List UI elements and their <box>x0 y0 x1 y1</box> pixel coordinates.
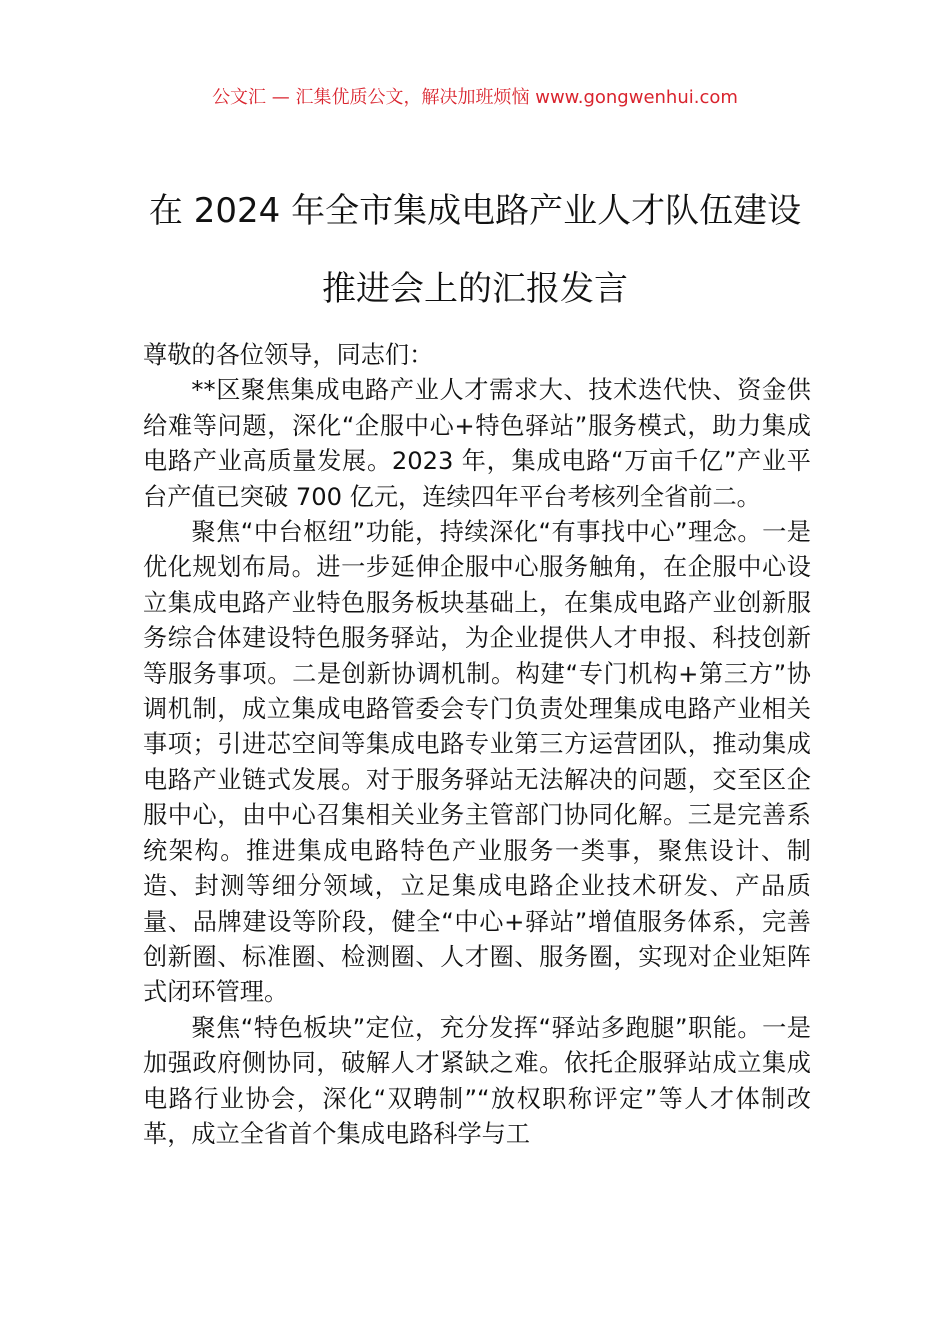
paragraph-hub-function: 聚焦“中台枢纽”功能，持续深化“有事找中心”理念。一是优化规划布局。进一步延伸企服中心服务触角，在企服中心设立集成电路产业特色服务板块基础上，在集成电路产业创新服务综合体建设特色服务驿站，为企业提供人才申报、科技创新等服务事项。二是创新协调机制。构建“专门机构+第三方”协调机制，成立集成电路管委会专门负责处理集成电路产业相关事项；引进芯空间等集成电路专业第三方运营团队，推动集成电路产业链式发展。对于服务驿站无法解决的问题，交至区企服中心，由中心召集相关业务主管部门协同化解。三是完善系统架构。推进集成电路特色产业服务一类事，聚焦设计、制造、封测等细分领域，立足集成电路企业技术研发、产品质量、品牌建设等阶段，健全“中心+驿站”增值服务体系，完善创新圈、标准圈、检测圈、人才圈、服务圈，实现对企业矩阵式闭环管理。 <box>143 518 811 1007</box>
document-title <box>0 172 950 328</box>
document-title-line-1: 在 2024 年全市集成电路产业人才队伍建设 <box>148 191 802 231</box>
salutation: 尊敬的各位领导，同志们： <box>143 341 434 369</box>
document-title-line-2: 推进会上的汇报发言 <box>322 269 628 309</box>
document-body <box>143 338 811 1152</box>
paragraph-feature-block: 聚焦“特色板块”定位，充分发挥“驿站多跑腿”职能。一是加强政府侧协同，破解人才紧缺之难。依托企服驿站成立集成电路行业协会，深化“双聘制”“放权职称评定”等人才体制改革，成立全省首个集成电路科学与工 <box>143 1013 811 1148</box>
paragraph-intro: **区聚焦集成电路产业人才需求大、技术迭代快、资金供给难等问题，深化“企服中心+特色驿站”服务模式，助力集成电路产业高质量发展。2023 年，集成电路“万亩千亿”产业平台产值已突破 700 亿元，连续四年平台考核列全省前二。 <box>143 376 811 511</box>
website-banner: 公文汇 — 汇集优质公文，解决加班烦恼 www.gongwenhui.com <box>212 87 738 108</box>
